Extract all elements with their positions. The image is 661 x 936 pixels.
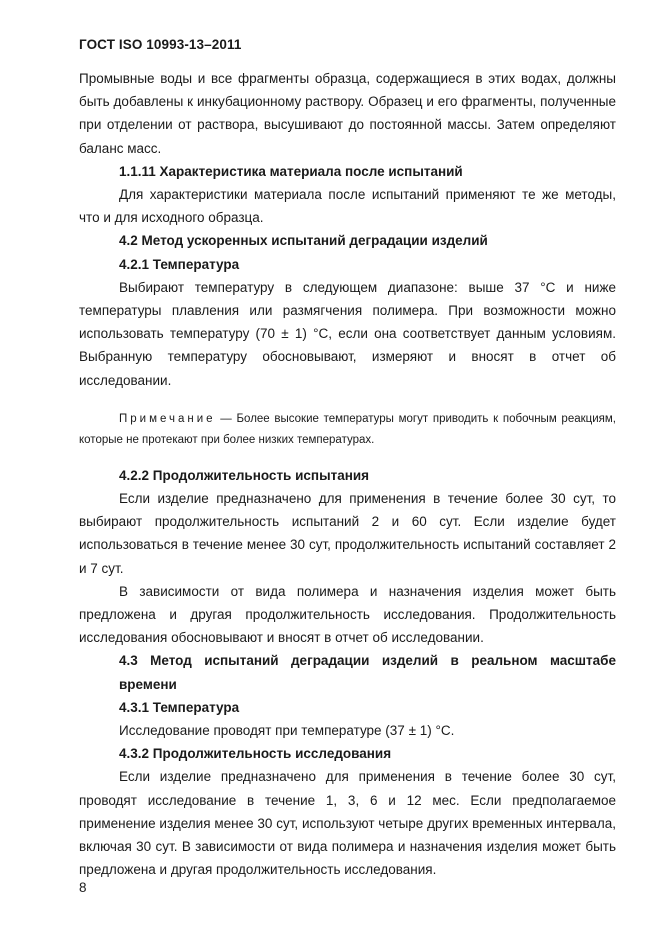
heading-1-1-11: 1.1.11 Характеристика материала после испытаний — [119, 163, 463, 179]
heading-4-3: 4.3 Метод испытаний деградации изделий в реальном масштабе времени — [119, 653, 616, 692]
note-text: — Более высокие температуры могут приводить к побочным реакциям, которые не протекают при более низких температурах. — [79, 412, 616, 446]
paragraph-realtime-duration: Если изделие предназначено для применения в течение более 30 сут, проводят исследование в течение 1, 3, 6 и 12 мес. Если предполагаемое применение изделия менее 30 сут, используют четыре других временных интервала, включая 30 сут. В зависимости от вида полимера и назначения изделия может быть предложена и другая продолжительность исследования. — [79, 769, 616, 878]
page-number: 8 — [79, 880, 87, 895]
paragraph-rinse-waters: Промывные воды и все фрагменты образца, содержащиеся в этих водах, должны быть добавлены к инкубационному раствору. Образец и его фрагменты, полученные при отделении от раствора, высушивают до постоянной массы. Затем определяют баланс масс. — [79, 71, 616, 156]
paragraph-alternative-duration: В зависимости от вида полимера и назначения изделия может быть предложена и другая продолжительность исследования. Продолжительность исследования обосновывают и вносят в отчет об исследовании. — [79, 583, 616, 646]
document-body — [79, 67, 616, 882]
document-header: ГОСТ ISO 10993-13–2011 — [79, 37, 242, 52]
heading-4-2-2: 4.2.2 Продолжительность испытания — [119, 467, 370, 483]
heading-4-2: 4.2 Метод ускоренных испытаний деградации изделий — [119, 233, 488, 249]
note-label: Примечание — [119, 412, 216, 425]
heading-4-2-1: 4.2.1 Температура — [119, 256, 240, 272]
note — [79, 409, 616, 451]
paragraph-temperature-selection: Выбирают температуру в следующем диапазоне: выше 37 °С и ниже температуры плавления или размягчения полимера. При возможности можно использовать температуру (70 ± 1) °С, если она соответствует данным условиям. Выбранную температуру обосновывают, измеряют и вносят в отчет об исследовании. — [79, 279, 616, 388]
paragraph-test-duration: Если изделие предназначено для применения в течение более 30 сут, то выбирают продолжительность испытаний 2 и 60 сут. Если изделие будет использоваться в течение менее 30 сут, продолжительность испытаний составляет 2 и 7 сут. — [79, 491, 616, 576]
heading-4-3-1: 4.3.1 Температура — [119, 699, 240, 715]
paragraph-characterization-methods: Для характеристики материала после испытаний применяют те же методы, что и для исходного образца. — [79, 187, 616, 226]
paragraph-realtime-temperature: Исследование проводят при температуре (37 ± 1) °С. — [119, 723, 455, 739]
heading-4-3-2: 4.3.2 Продолжительность исследования — [119, 746, 392, 762]
